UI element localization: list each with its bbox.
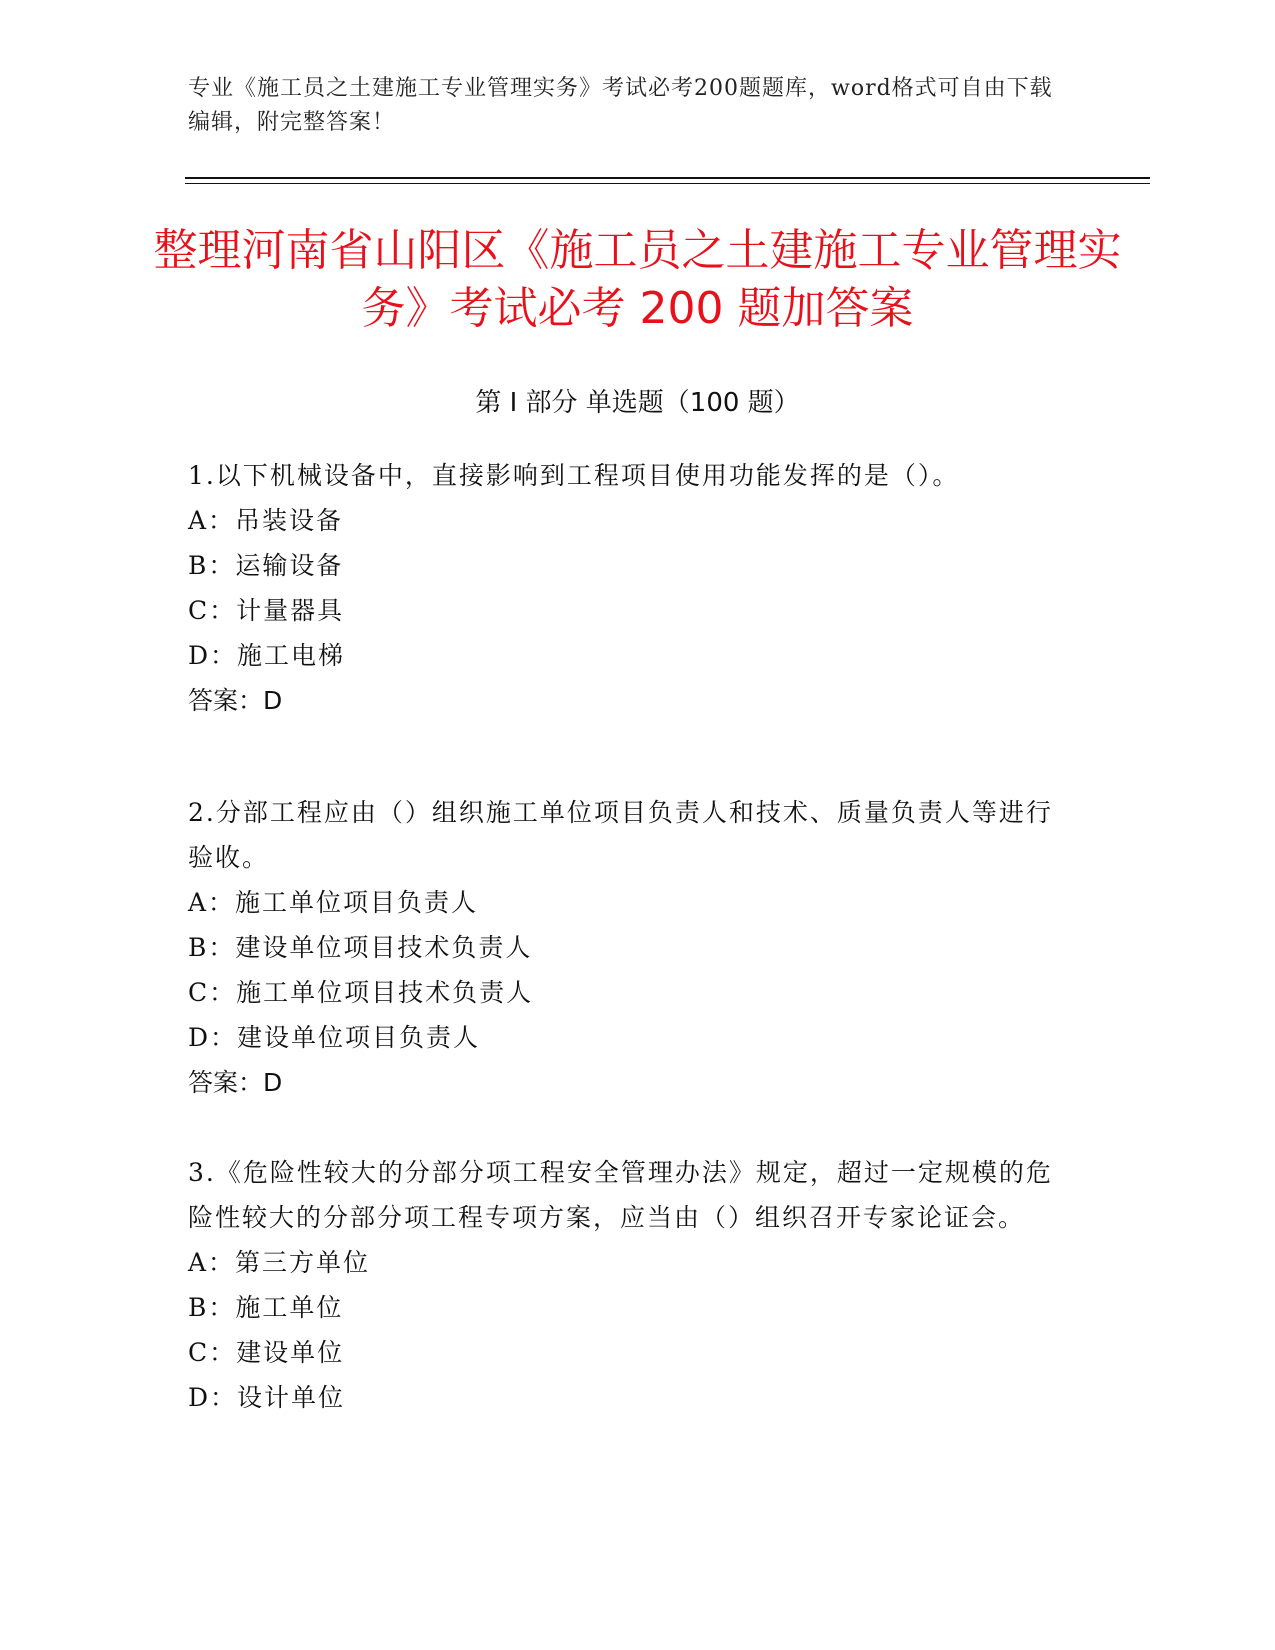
- option-d: D：施工电梯: [188, 641, 346, 670]
- question-stem: 1.以下机械设备中，直接影响到工程项目使用功能发挥的是（）。: [188, 461, 960, 490]
- answer: 答案：D: [188, 1068, 283, 1097]
- option-a: A：施工单位项目负责人: [188, 888, 479, 917]
- option-b: B：运输设备: [188, 551, 344, 580]
- option-a: A：吊装设备: [188, 506, 344, 535]
- question-stem: 3.《危险性较大的分部分项工程安全管理办法》规定，超过一定规模的危险性较大的分部分项工程专项方案，应当由（）组织召开专家论证会。: [188, 1158, 1053, 1232]
- document-title: 整理河南省山阳区《施工员之土建施工专业管理实务》考试必考 200 题加答案: [153, 225, 1122, 334]
- option-c: C：施工单位项目技术负责人: [188, 978, 534, 1007]
- header-divider-thick: [185, 177, 1150, 179]
- header-divider-thin: [185, 183, 1150, 184]
- answer: 答案：D: [188, 686, 283, 715]
- section-heading: 第 I 部分 单选题（100 题）: [475, 388, 800, 418]
- option-c: C：建设单位: [188, 1338, 345, 1367]
- question-stem: 2.分部工程应由（）组织施工单位项目负责人和技术、质量负责人等进行验收。: [188, 798, 1053, 872]
- intro-text: 专业《施工员之土建施工专业管理实务》考试必考200题题库，word格式可自由下载编辑，附完整答案！: [188, 76, 1053, 135]
- option-a: A：第三方单位: [188, 1248, 371, 1277]
- option-d: D：设计单位: [188, 1383, 346, 1412]
- question-2: [188, 790, 1068, 1105]
- option-c: C：计量器具: [188, 596, 345, 625]
- option-d: D：建设单位项目负责人: [188, 1023, 481, 1052]
- question-3: [188, 1150, 1068, 1420]
- option-b: B：施工单位: [188, 1293, 344, 1322]
- question-1: [188, 453, 1068, 723]
- option-b: B：建设单位项目技术负责人: [188, 933, 533, 962]
